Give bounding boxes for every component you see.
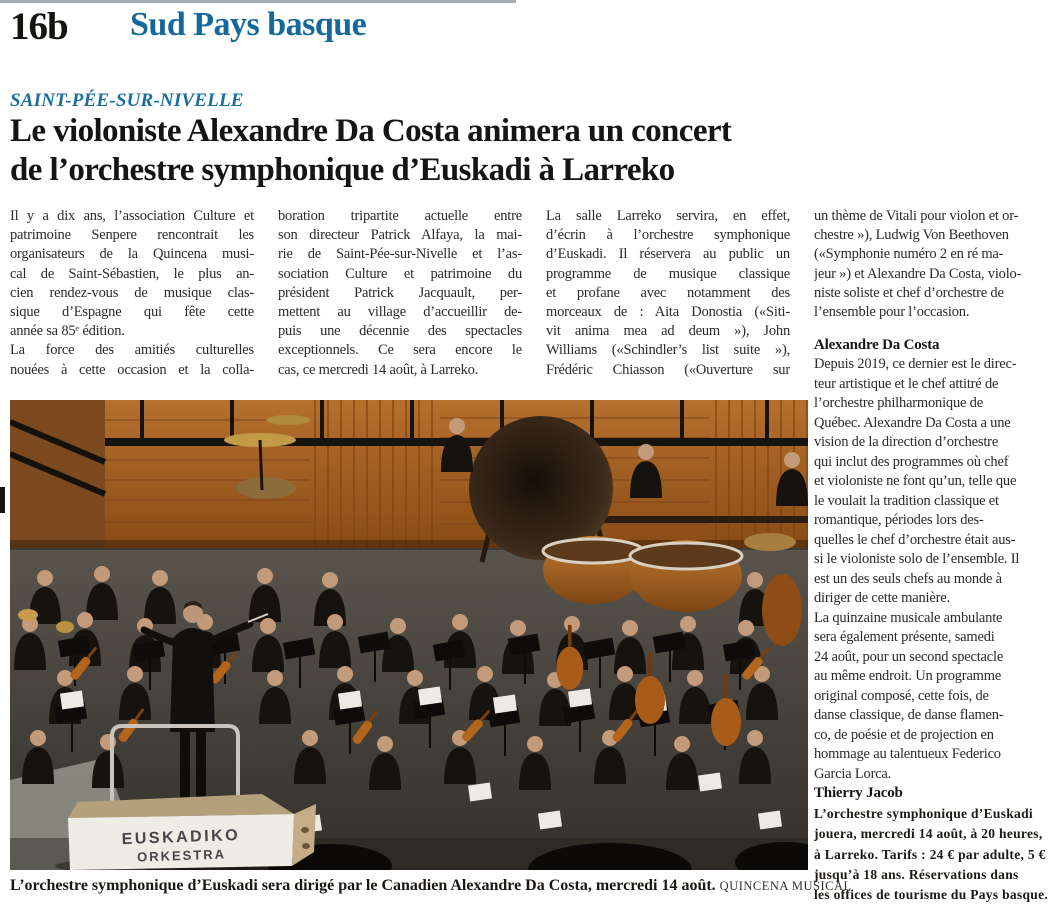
text-line: président Patrick Jacquault, per-	[278, 284, 522, 301]
text-line: teur artistique et le chef attitré de	[814, 375, 999, 392]
podium-line-1: EUSKADIKO	[121, 826, 241, 849]
text-line: original composé, cette fois, de	[814, 687, 989, 704]
headline-line-2: de l’orchestre symphonique d’Euskadi à Larreko	[10, 152, 675, 188]
text-line: exceptionnels. Ce sera encore le	[278, 342, 522, 359]
orchestra-photo	[10, 400, 808, 870]
text-line: Québec. Alexandre Da Costa a une	[814, 414, 1011, 431]
text-line: («Symphonie numéro 2 en ré ma-	[814, 246, 1004, 263]
text-line: patrimoine Senpere rencontrait les	[10, 227, 254, 244]
text-line: un thème de Vitali pour violon et or-	[814, 208, 1019, 224]
text-line: boration tripartite actuelle entre	[278, 208, 522, 224]
section-title: Sud Pays basque	[130, 6, 367, 43]
text-line: Williams («Schindler’s list suite »),	[546, 342, 790, 359]
text-line: quelles le chef d’orchestre était aus-	[814, 531, 1016, 548]
text-line: La salle Larreko servira, en effet,	[546, 208, 790, 224]
text-line: L’orchestre symphonique d’Euskadi	[814, 805, 1033, 821]
text-line: rie de Saint-Pée-sur-Nivelle et l’as-	[278, 246, 522, 263]
text-line: La quinzaine musicale ambulante	[814, 609, 1003, 626]
text-line: vision de la direction d’orchestre	[814, 434, 999, 451]
text-line: diriger de cette manière.	[814, 590, 950, 607]
text-line: son directeur Patrick Alfaya, la mai-	[278, 227, 522, 244]
text-line: jeur ») et Alexandre Da Costa, violo-	[814, 265, 1022, 282]
text-line: et violoniste ne font qu’un, telle que	[814, 473, 1017, 490]
headline-line-1: Le violoniste Alexandre Da Costa animera un concert	[10, 113, 732, 149]
text-line: sique d’Espagne qui fête cette	[10, 303, 254, 320]
text-line: mettent au village d’accueillir de-	[278, 303, 522, 320]
article-headline	[10, 112, 1050, 190]
text-line: chestre »), Ludwig Von Beethoven	[814, 227, 1009, 244]
text-line: jusqu’à 18 ans. Réservations dans	[814, 866, 1019, 882]
text-line: et profane avec notamment des	[546, 284, 790, 301]
text-line: romantique, périodes lors des-	[814, 512, 984, 529]
text-line: à Larreko. Tarifs : 24 € par adulte, 5 €	[814, 846, 1046, 862]
text-line: co, de poésie et de projection en	[814, 726, 994, 743]
double-bass	[762, 574, 802, 646]
text-line: sociation Culture et patrimoine du	[278, 265, 522, 282]
article-column-1	[10, 207, 254, 380]
text-line: cien rendez-vous de musique clas-	[10, 284, 254, 301]
text-line: le voulait la tradition classique et	[814, 492, 999, 509]
column4-subhead: Alexandre Da Costa	[814, 337, 940, 354]
article-kicker: SAINT-PÉE-SUR-NIVELLE	[10, 90, 244, 111]
text-line: est un des seuls chefs au monde à	[814, 570, 1002, 587]
text-line: les offices de tourisme du Pays basque.	[814, 887, 1049, 903]
text-line: organisateurs de la Quincena musi-	[10, 246, 254, 263]
article-column-2	[278, 207, 522, 380]
page-number: 16b	[10, 5, 68, 48]
text-line: nouées à cette occasion et la colla-	[10, 361, 254, 378]
text-line: vit anima mea ad deum »), John	[546, 323, 790, 340]
text-line: d’écrin à l’orchestre symphonique	[546, 227, 790, 244]
text-line: programme de musique classique	[546, 265, 790, 282]
text-line: niste soliste et chef d’orchestre de	[814, 284, 1004, 301]
text-line: danse classique, de danse flamen-	[814, 707, 1004, 724]
text-line: au même endroit. Un programme	[814, 668, 1002, 685]
photo-caption	[10, 876, 1050, 896]
text-line: d’Euskadi. Il réservera au public un	[546, 246, 790, 263]
podium-line-2: ORKESTRA	[136, 846, 227, 865]
text-line: sera également présente, samedi	[814, 629, 995, 646]
column4-paragraph-2	[814, 355, 1055, 784]
text-line: Depuis 2019, ce dernier est le direc-	[814, 356, 1017, 373]
text-line: année sa 85ᵉ édition.	[10, 323, 125, 340]
text-line: qui inclut des programmes où chef	[814, 453, 1009, 470]
text-line: cas, ce mercredi 14 août, à Larreko.	[278, 361, 479, 378]
text-line: l’ensemble pour l’occasion.	[814, 304, 970, 321]
text-line: Garcia Lorca.	[814, 765, 892, 782]
text-line: 24 août, pour un second spectacle	[814, 648, 1004, 665]
text-line: morceaux de : Aita Donostia («Siti-	[546, 303, 790, 320]
article-column-4	[814, 207, 1055, 906]
scan-edge-artifact	[0, 0, 516, 3]
caption-credit: QUINCENA MUSICAL	[719, 879, 852, 893]
text-line: cal de Saint-Sébastien, le plus an-	[10, 265, 254, 282]
author-byline: Thierry Jacob	[814, 785, 903, 802]
scan-edge-mark	[0, 487, 5, 513]
text-line: si le violoniste solo de l’ensemble. Il	[814, 551, 1020, 568]
text-line: puis une décennie des spectacles	[278, 323, 522, 340]
text-line: hommage au talentueux Federico	[814, 746, 1001, 763]
text-line: La force des amitiés culturelles	[10, 342, 254, 359]
text-line: Il y a dix ans, l’association Culture et	[10, 208, 254, 224]
text-line: Frédéric Chiasson («Ouverture sur	[546, 361, 790, 378]
orchestra-photo-illustration	[10, 400, 808, 870]
column4-paragraph-1	[814, 207, 1055, 322]
text-line: l’orchestre philharmonique de	[814, 395, 983, 412]
article-column-3	[546, 207, 790, 380]
wood-wall	[10, 400, 808, 550]
caption-text: L’orchestre symphonique d’Euskadi sera dirigé par le Canadien Alexandre Da Costa, mercredi 14 août.	[10, 877, 716, 894]
text-line: jouera, mercredi 14 août, à 20 heures,	[814, 826, 1043, 842]
